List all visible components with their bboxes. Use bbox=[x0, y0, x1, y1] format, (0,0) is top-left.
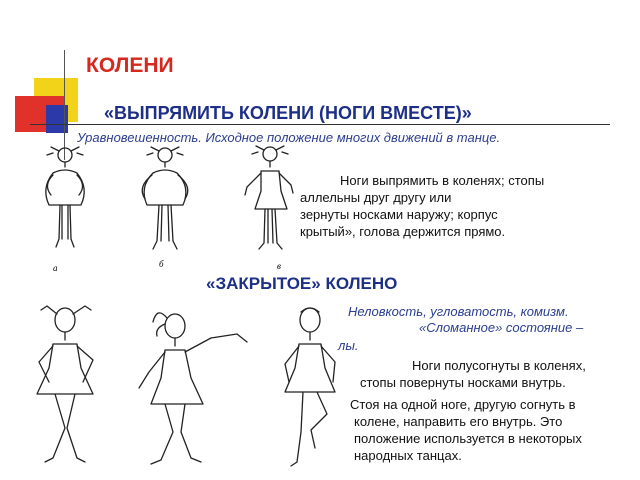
section1-description-line: крытый», голова держится прямо. bbox=[300, 224, 506, 239]
figure-girl-b bbox=[142, 147, 188, 249]
section2-heading: «ЗАКРЫТОЕ» КОЛЕНО bbox=[206, 274, 398, 293]
figure-caption-a: а bbox=[53, 263, 58, 273]
section1-description bbox=[300, 172, 620, 240]
section2-text2-line: положение используется в некоторых bbox=[354, 431, 582, 446]
section1-heading: «ВЫПРЯМИТЬ КОЛЕНИ (НОГИ ВМЕСТЕ)» bbox=[104, 103, 472, 123]
figures-straight-knees bbox=[25, 143, 310, 278]
section2-subtitle-line1: Неловкость, угловатость, комизм. bbox=[348, 304, 569, 319]
section1-description-line: зернуты носками наружу; корпус bbox=[300, 207, 498, 222]
section1-description-line: Ноги выпрямить в коленях; стопы bbox=[340, 173, 545, 188]
section2-text2 bbox=[350, 396, 635, 464]
section1-subtitle: Уравновешенность. Исходное положение многих движений в танце. bbox=[77, 130, 501, 145]
section2-text1-line: Ноги полусогнуты в коленях, bbox=[412, 358, 586, 373]
decor-horizontal-line bbox=[30, 124, 610, 125]
figure-girl-closed-2 bbox=[139, 313, 247, 464]
section2-subtitle-line2: «Сломанное» состояние – bbox=[419, 320, 584, 335]
slide-title: КОЛЕНИ bbox=[86, 54, 174, 77]
figure-girl-a bbox=[46, 147, 84, 247]
figure-caption-b: б bbox=[159, 259, 164, 269]
section2-text2-line: народных танцах. bbox=[354, 448, 462, 463]
section2-text2-line: колене, направить его внутрь. Это bbox=[354, 414, 563, 429]
figure-girl-closed-3 bbox=[285, 308, 335, 466]
figures-closed-knee bbox=[15, 298, 350, 478]
figure-girl-c bbox=[245, 146, 293, 249]
section2-text1 bbox=[360, 357, 630, 391]
figure-girl-closed-1 bbox=[37, 306, 93, 462]
figure-caption-c: в bbox=[277, 261, 281, 271]
section2-subtitle-line3: лы. bbox=[338, 338, 359, 353]
section2-text1-line: стопы повернуты носками внутрь. bbox=[360, 375, 566, 390]
section1-description-line: аллельны друг другу или bbox=[300, 190, 452, 205]
section2-text2-line: Стоя на одной ноге, другую согнуть в bbox=[350, 397, 576, 412]
